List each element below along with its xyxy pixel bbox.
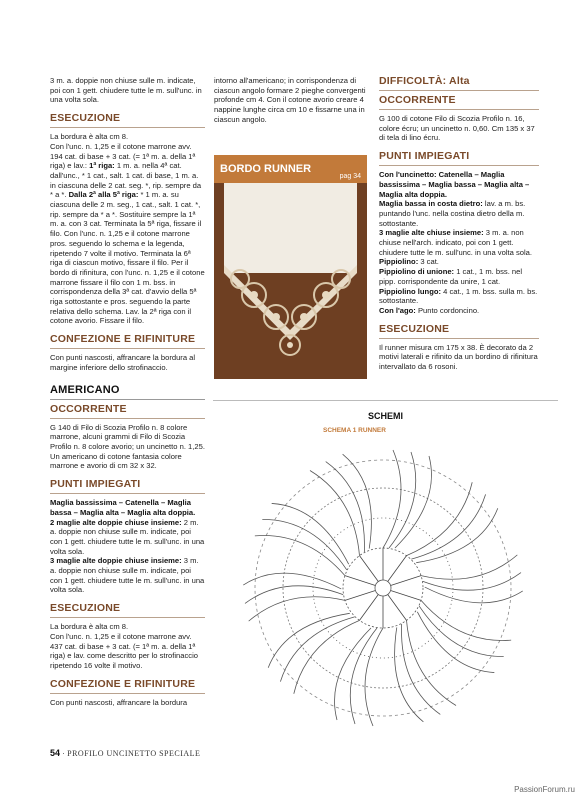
- divider: [50, 348, 205, 349]
- punti-ago: Con l'ago: Punto cordoncino.: [379, 305, 480, 315]
- divider: [50, 127, 205, 128]
- punti-heading-3: PUNTI IMPIEGATI: [379, 150, 470, 163]
- confezione2-text: Con punti nascosti, affrancare la bordura: [50, 697, 188, 707]
- punti-mbcd: Maglia bassa in costa dietro: lav. a m. bs. puntando l'unc. nella costina dietro della m. sottostante.: [379, 199, 526, 228]
- punti-pipl: Pippiolino lungo: 4 cat., 1 m. bss. sulla m. bs. sottostante.: [379, 286, 538, 306]
- occorrente-text: G 140 di Filo di Scozia Profilo n. 8 colore marrone, alcuni grammi di Filo di Scozia Profilo n. 8 colore avorio; un uncinetto n. 1,25. Un americano di cotone fantasia colore marrone e avorio di cm 32 x 32.: [50, 422, 205, 471]
- difficolta-heading: DIFFICOLTÀ: Alta: [379, 75, 470, 87]
- photo-title: BORDO RUNNER: [220, 163, 312, 175]
- esecuzione-p1: La bordura è alta cm 8.: [50, 132, 129, 142]
- divider: [50, 418, 205, 419]
- divider: [379, 90, 539, 91]
- esecuzione2-heading: ESECUZIONE: [50, 602, 121, 615]
- column-1: [50, 76, 205, 707]
- esecuzione-text-3: Il runner misura cm 175 x 38. È decorato da 2 motivi laterali e rifinito da un bordino di rifinitura intervallato da 6 rosoni.: [379, 342, 538, 372]
- punti-unc: Con l'uncinetto: Catenella – Maglia bassissima – Maglia bassa – Maglia alta – Maglia alta doppia.: [379, 170, 530, 199]
- esecuzione-heading-3: ESECUZIONE: [379, 322, 450, 335]
- schemi-title: SCHEMI: [367, 411, 403, 421]
- intro-text: 3 m. a. doppie non chiuse sulle m. indicate, poi con 1 gett. chiudere tutte le m. sull'unc. in una volta sola.: [50, 76, 202, 105]
- americano-heading: AMERICANO: [50, 383, 120, 396]
- punti-pipu: Pippiolino di unione: 1 cat., 1 m. bss. nel pipp. corrispondente da unire, 1 cat.: [379, 267, 523, 286]
- occorrente-heading-3: OCCORRENTE: [379, 94, 456, 106]
- confezione-heading: CONFEZIONE E RIFINITURE: [50, 333, 196, 346]
- punti-heading: PUNTI IMPIEGATI: [50, 478, 141, 491]
- punti-3m: 3 maglie alte doppie chiuse insieme: 3 m. a. doppie non chiuse sulle m. indicate, poi con 1 gett. chiudere tutte le m. sull'unc. in una volta sola.: [50, 556, 205, 595]
- divider: [379, 165, 539, 166]
- esecuzione2-p1: La bordura è alta cm 8.: [50, 622, 129, 632]
- crochet-diagram: [213, 436, 558, 741]
- schemi-subtitle: SCHEMA 1 RUNNER: [323, 427, 386, 434]
- column-2: [214, 76, 367, 125]
- punti-m3: 3 maglie alte chiuse insieme: 3 m. a. non chiuse nell'arch. indicato, poi con 1 gett. chiudere tutte le m. sull'unc. in una volta sola.: [379, 228, 532, 257]
- magazine-name: PROFILO UNCINETTO SPECIALE: [67, 749, 201, 758]
- punti-pip: Pippiolino: 3 cat.: [379, 257, 439, 267]
- site-watermark: PassionForum.ru: [514, 785, 575, 794]
- col2-text: intorno all'americano; in corrispondenza di ciascun angolo formare 2 pieghe convergenti profonde cm 4. Con il cotone avorio creare 4 nappine lunghe circa cm 10 e fissarne una in ciascun angolo.: [214, 76, 366, 124]
- divider: [50, 399, 205, 400]
- esecuzione-p2: Con l'unc. n. 1,25 e il cotone marrone avv. 194 cat. di base + 3 cat. (= 1ª m. a. della 1ª riga) e lav.: 1ª riga: 1 m. a. nella 4ª cat. dall'unc., * 1 cat., salt. 1 cat. di base, 1 m. a. in ciascuna delle 2 cat. seg. *, rip. sempre da * a *. Dalla 2ª alla 5ª riga: * 1 m. a. su ciascuna delle 2 m. seg., 1 cat., salt. 1 cat. *, rip. sempre da * a *. Sostituire sempre la 1ª m. a. con 3 cat. Terminata la 5ª riga, fissare il filo. Con l'unc. n. 1,25 e il cotone marrone pros. seguendo lo schema e la legenda, ripetendo 7 volte il motivo. Terminata la 6ª riga di ciascun motivo, fissare il filo. Per il bordo di rifinitura, con l'unc. n. 1,25 e il cotone marrone fissare il filo con 1 m. bss. in corrispondenza della 3ª cat. d'avvio della 5ª riga sottostante e pros. seguendo la parte relativa dello schema. Lav. la 2ª riga con il cotone avorio. Fissare il filo.: [50, 141, 205, 326]
- runner-photo: [214, 155, 367, 379]
- divider: [379, 109, 539, 110]
- confezione-text: Con punti nascosti, affrancare la bordura al margine inferiore dello strofinaccio.: [50, 353, 196, 372]
- divider: [50, 693, 205, 694]
- punti-2m: 2 maglie alte doppie chiuse insieme: 2 m. a. doppie non chiuse sulle m. indicate, poi con 1 gett. chiudere tutte le m. sull'unc. in una volta sola.: [50, 517, 205, 556]
- esecuzione-heading: ESECUZIONE: [50, 112, 121, 125]
- occorrente-text-3: G 100 di cotone Filo di Scozia Profilo n. 16, colore écru; un uncinetto n. 0,60. Cm 135 x 37 di tela di lino écru.: [379, 114, 535, 143]
- occorrente-heading: OCCORRENTE: [50, 402, 127, 415]
- page-footer: 54 · PROFILO UNCINETTO SPECIALE: [50, 748, 201, 758]
- punti-list: Maglia bassissima – Catenella – Maglia bassa – Maglia alta – Maglia alta doppia.: [50, 498, 196, 517]
- schemi-section: [213, 400, 558, 741]
- lace-image: [214, 155, 367, 379]
- page-number: 54: [50, 748, 61, 758]
- esecuzione2-p2: Con l'unc. n. 1,25 e il cotone marrone avv. 437 cat. di base + 3 cat. (= 1ª m. a. della 1ª riga) e lav. come descritto per lo strofinaccio ripetendo 16 volte il motivo.: [50, 631, 198, 670]
- confezione2-heading: CONFEZIONE E RIFINITURE: [50, 677, 196, 690]
- divider: [379, 338, 539, 339]
- divider: [50, 617, 205, 618]
- photo-page-ref: pag 34: [339, 173, 361, 180]
- divider: [50, 493, 205, 494]
- column-3: [379, 76, 539, 372]
